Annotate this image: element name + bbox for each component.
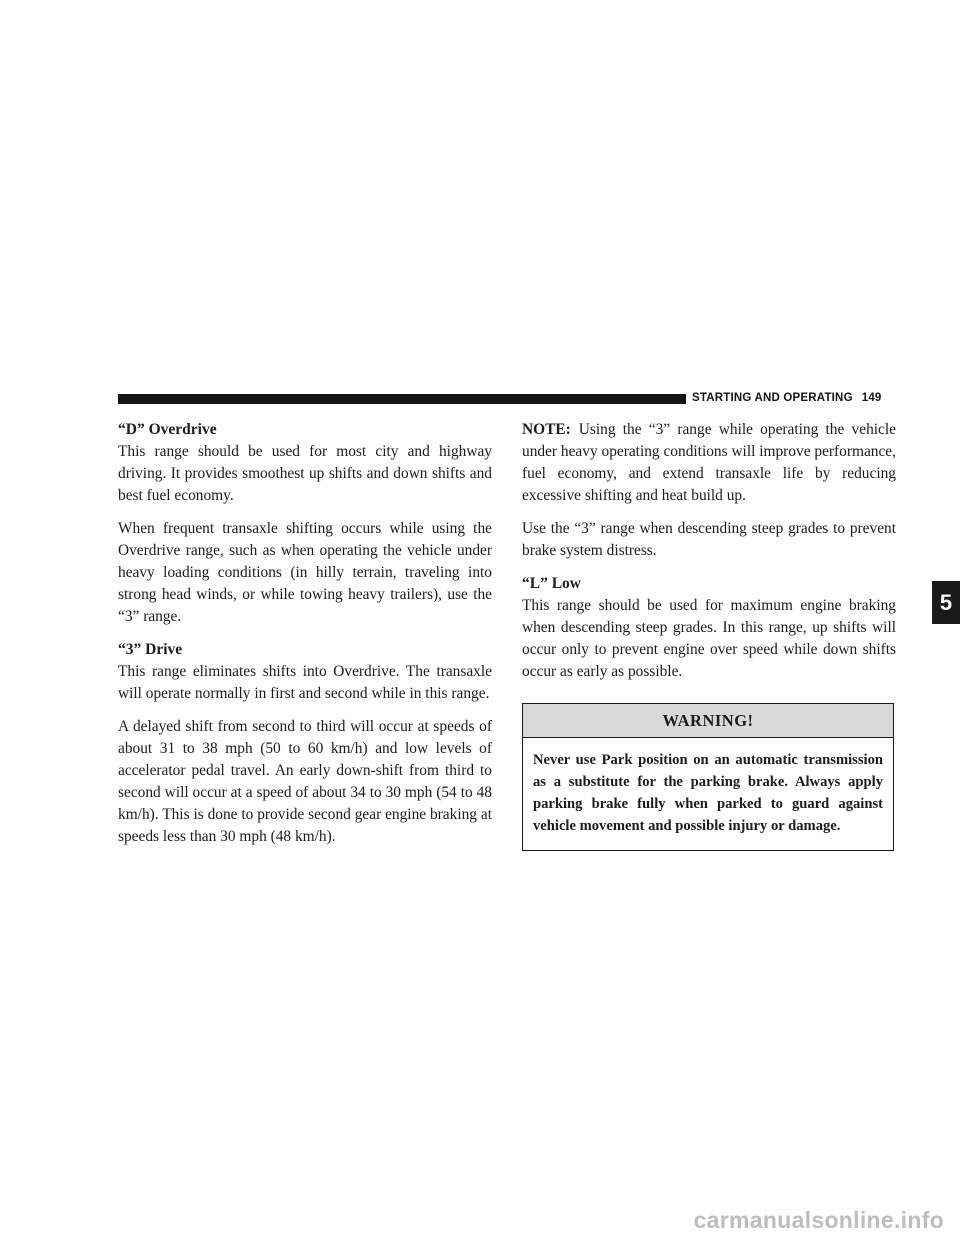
descend-paragraph: Use the “3” range when descending steep grades to prevent brake system distress. bbox=[522, 520, 896, 559]
low-heading: “L” Low bbox=[522, 575, 581, 592]
note-paragraph bbox=[522, 419, 896, 507]
overdrive-paragraph-1: This range should be used for most city and highway driving. It provides smoothest up shifts and down shifts and best fuel economy. bbox=[118, 443, 492, 504]
low-paragraph: This range should be used for maximum engine braking when descending steep grades. In this range, up shifts will occur only to prevent engine over speed while down shifts occur as early as possible. bbox=[522, 597, 896, 680]
note-text: Using the “3” range while operating the vehicle under heavy operating conditions will improve performance, fuel economy, and extend transaxle life by reducing excessive shifting and heat build up. bbox=[522, 421, 896, 504]
page-number: 149 bbox=[861, 392, 882, 404]
warning-text: Never use Park position on an automatic transmission as a substitute for the parking brake. Always apply parking brake fully when parked to guard against vehicle movement and possible injury or damage. bbox=[533, 752, 883, 834]
running-header bbox=[692, 392, 882, 404]
drive-paragraph-2: A delayed shift from second to third will occur at speeds of about 31 to 38 mph (50 to 60 km/h) and low levels of accelerator pedal travel. An early down-shift from third to second will occur at a speed of about 34 to 30 mph (54 to 48 km/h). This is done to provide second gear engine braking at speeds less than 30 mph (48 km/h). bbox=[118, 718, 492, 845]
header-rule bbox=[118, 394, 686, 404]
section-title: STARTING AND OPERATING bbox=[692, 392, 853, 404]
warning-box bbox=[522, 703, 894, 851]
drive-heading: “3” Drive bbox=[118, 641, 183, 658]
watermark-text: carmanualsonline.info bbox=[693, 1207, 944, 1233]
overdrive-paragraph-2: When frequent transaxle shifting occurs while using the Overdrive range, such as when operating the vehicle under heavy loading conditions (in hilly terrain, traveling into strong head winds, or while towing heavy trailers), use the “3” range. bbox=[118, 520, 492, 625]
overdrive-heading: “D” Overdrive bbox=[118, 421, 217, 438]
right-column bbox=[522, 419, 896, 851]
warning-title: WARNING! bbox=[523, 704, 893, 738]
note-label: NOTE: bbox=[522, 421, 571, 438]
chapter-tab: 5 bbox=[932, 581, 960, 624]
left-column bbox=[118, 419, 492, 859]
drive-paragraph-1: This range eliminates shifts into Overdrive. The transaxle will operate normally in first and second while in this range. bbox=[118, 663, 492, 702]
